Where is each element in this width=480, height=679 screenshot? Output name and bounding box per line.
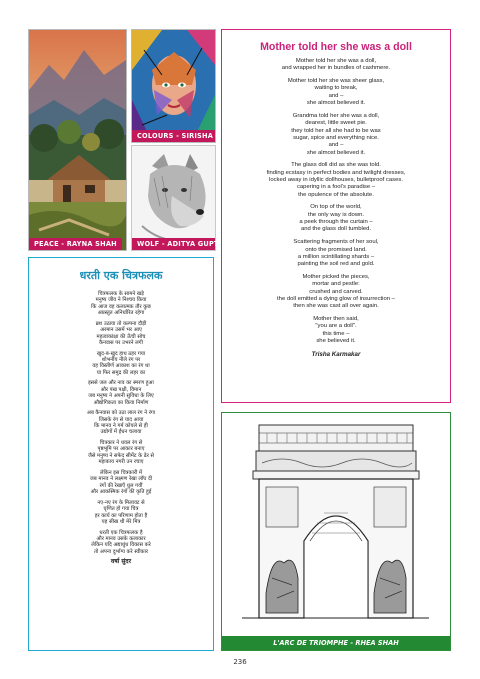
poem-line: capering in a fool's paradise – <box>296 184 376 191</box>
poem-line: "you are a doll". <box>315 323 357 330</box>
hindi-line: या फिर समुद्र की लहर का <box>96 369 146 376</box>
hindi-line: मनुष्य जीव ने निश्चय किया <box>95 297 147 304</box>
hindi-line: इससे जल और नाव का स्मरण हुआ <box>88 380 154 387</box>
poem-line: On top of the world, <box>310 204 362 211</box>
wolf-sketch <box>132 146 215 250</box>
poem-stanza <box>228 239 444 268</box>
poem-line: this time – <box>322 330 350 337</box>
poem-line: and the glass doll tumbled. <box>300 226 372 233</box>
hindi-line: धरती एक चित्रफलक है <box>99 529 143 536</box>
hindi-stanza <box>35 321 207 347</box>
hindi-line: जब मनुष्य ने अपनी सुविधा के लिए <box>88 393 154 400</box>
poem-line: Grandma told her she was a doll, <box>292 112 380 119</box>
poem-line: waiting to break, <box>314 85 358 92</box>
poem-line: dearest, little sweet pie. <box>305 120 367 127</box>
poem-line: they told her all she had to be was <box>291 127 381 134</box>
poem-line: onto the promised land. <box>305 246 367 253</box>
hindi-line: जैसे मनुष्य ने सफेद सीमेंट के ढेर से <box>88 452 154 459</box>
poem-line: the doll emitted a dying glow of insurrection – <box>277 295 395 302</box>
hindi-line: और आकस्मिक रंगों की कृति हुई <box>90 489 152 496</box>
hindi-stanza <box>35 440 207 466</box>
poem-line: Mother told her she was a doll, <box>295 58 377 64</box>
hindi-stanza <box>35 351 207 377</box>
hindi-line: नए-नए रंग के मिलावट से <box>97 499 145 506</box>
poem-body <box>228 58 444 358</box>
painting-colours <box>131 29 238 143</box>
hindi-line: हर कार्य का परिणाम होता है <box>94 512 148 519</box>
caption-arc: L'ARC DE TRIOMPHE - RHEA SHAH <box>222 636 450 650</box>
poem-line: painting the soil red and gold. <box>297 261 375 268</box>
hindi-line: चित्रफलक के सामने खड़े <box>98 291 144 297</box>
arc-sketch <box>222 413 449 635</box>
hindi-stanza <box>35 530 207 556</box>
poem-stanza <box>228 58 444 73</box>
poem-line: mortar and pestle: <box>312 281 360 288</box>
poem-line: sugar, spice and everything nice. <box>293 134 379 141</box>
hindi-line: महत्वाकांक्षा की ऊँची सोच <box>96 333 146 340</box>
hindi-line: कैनवास पर उभरने लगी <box>99 340 143 347</box>
hindi-line: पृष्ठभूमि पर आकार बनाए <box>97 446 145 453</box>
poem-line: and wrapped her in bundles of cashmere. <box>281 65 391 72</box>
hindi-line: कि मानव ने गर्म कोयले से ही <box>94 423 148 430</box>
poem-author: Trisha Karmakar <box>311 350 361 358</box>
hindi-poem-title: धरती एक चित्रफलक <box>79 269 163 282</box>
poem-stanza <box>228 274 444 311</box>
hindi-line: और पंख पक्षी, विमान <box>100 386 142 393</box>
poem-line: she believed it. <box>316 338 356 345</box>
hindi-line: वह विस्तीर्ण आकाश का रंग था <box>92 363 150 370</box>
poem-box <box>221 29 451 403</box>
hindi-poem-body <box>35 291 207 566</box>
hindi-line: उद्योगों में ईंधन चलाया <box>100 429 142 436</box>
poem-line: The glass doll did as she was told. <box>291 162 381 169</box>
hindi-line: लेकिन यदि अद्याधुंध विकास करे <box>91 542 151 549</box>
poem-line: and – <box>328 142 344 149</box>
poem-line: she almost believed it. <box>306 149 366 156</box>
poem-stanza <box>228 316 444 345</box>
hindi-line: जब मानव ने लक्ष्मण रेखा लाँघ दी <box>89 476 153 483</box>
caption-colours: COLOURS - SIRISHA GAJRI <box>132 130 215 142</box>
page-number: 236 <box>233 658 247 666</box>
hindi-poem-author: वर्षा सुंदर <box>110 558 132 566</box>
hindi-line: अप्रस्तुत अनिर्धारित रहेगा <box>97 310 145 317</box>
poem-line: the opulence of the absolute. <box>298 191 374 198</box>
portrait-painting <box>132 30 215 142</box>
poem-line: then she was cast all over again. <box>293 303 379 310</box>
poem-line: a million scintillating shards – <box>297 253 375 260</box>
poem-stanza <box>228 162 444 199</box>
poem-line: finding ecstasy in perfect bodies and twilight dresses, <box>266 169 406 176</box>
hindi-line: कि आज वह कलात्मक तौर कुछ <box>91 303 151 310</box>
hindi-stanza <box>35 410 207 436</box>
caption-peace: PEACE - RAYNA SHAH <box>29 238 122 250</box>
caption-wolf: WOLF - ADITYA GUPTA <box>132 238 215 250</box>
hindi-poem-box <box>28 257 214 651</box>
hindi-line: और मानव उसके कलाकार <box>96 535 146 542</box>
hindi-line: यह सीख थी मेरे मित्र <box>101 518 141 525</box>
poem-line: Scattering fragments of her soul, <box>293 239 379 246</box>
poem-line: she almost believed it. <box>306 100 366 107</box>
drawing-arc-de-triomphe <box>221 412 451 651</box>
poem-line: Mother then said, <box>313 316 359 323</box>
hindi-line: अरमान उसमें भर आए <box>100 327 142 334</box>
hindi-line: महाकाय नगरी उन रचाए <box>98 459 144 466</box>
poem-stanza <box>228 204 444 233</box>
poem-line: a peek through the curtain – <box>299 219 373 226</box>
poem-title: Mother told her she was a doll <box>260 41 412 53</box>
poem-line: the only way is down. <box>308 211 364 218</box>
painting-peace <box>28 29 127 251</box>
hindi-stanza <box>35 380 207 406</box>
poem-line: Mother picked the pieces, <box>302 273 370 280</box>
hindi-line: रंगों की रेखाएँ धुल गयीं <box>99 482 143 489</box>
hindi-stanza <box>35 470 207 496</box>
hindi-line: खुद-ब-खुद हाथ ठहर गया <box>96 350 146 357</box>
hindi-line: शोभनीय नीले रंग पर <box>101 357 141 364</box>
poem-line: Mother told her she was sheer glass, <box>287 78 385 85</box>
hindi-line: ब्रश उठाया तो कल्पना दौड़ी <box>95 320 147 327</box>
poem-line: and – <box>328 92 344 99</box>
hindi-line: तो अपना दुर्भाग्य करे स्वीकार <box>93 548 149 555</box>
poem-line: crushed and carved. <box>309 288 363 295</box>
hindi-line: लेकिन इस चित्रकारी में <box>99 469 143 476</box>
drawing-wolf <box>131 145 224 251</box>
poem-stanza <box>228 78 444 107</box>
poem-line: locked away in idyllic dollhouses, bulletproof cases. <box>269 176 403 183</box>
poem-stanza <box>228 113 444 157</box>
hindi-stanza <box>35 291 207 317</box>
hindi-line: औद्योगिकता का किया निर्माण <box>93 399 149 406</box>
hindi-line: चित्रकार ने धवल रंग से <box>99 440 143 447</box>
hindi-line: घृणित हो गया चित्र <box>103 506 139 513</box>
landscape-painting <box>29 30 126 250</box>
hindi-line: अब कैनवास को उठा लाल रंग ने रंगा <box>86 410 156 417</box>
hindi-stanza <box>35 500 207 526</box>
hindi-line: जिसके रंग से याद आया <box>98 416 144 423</box>
